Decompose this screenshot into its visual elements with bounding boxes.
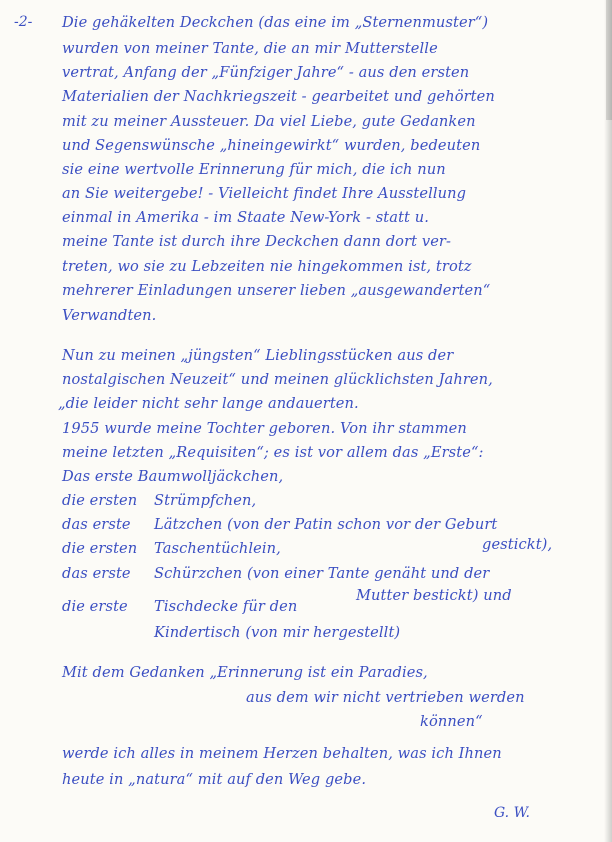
list-item-3: Taschentüchlein, [154,540,281,557]
paragraph2-line-3: „die leider nicht sehr lange andauerten. [58,395,359,412]
paragraph3-line-1: 1955 wurde meine Tochter geboren. Von ihr stammen [62,420,467,437]
list-item-2: Lätzchen (von der Patin schon vor der Geburt [154,516,498,533]
paragraph1-line-6: und Segenswünsche „hineingewirkt“ wurden, bedeuten [62,137,481,154]
list-prefix-5: die erste [62,598,128,615]
list-continuation-gestickt: gestickt), [482,536,553,553]
paragraph1-line-4: Materialien der Nachkriegszeit - gearbeitet und gehörten [62,88,495,105]
list-prefix-2: das erste [62,516,131,533]
list-item-6: Kindertisch (von mir hergestellt) [154,624,401,641]
closing-line-2: heute in „natura“ mit auf den Weg gebe. [62,771,367,788]
list-prefix-1: die ersten [62,492,138,509]
list-continuation-mutter: Mutter bestickt) und [356,587,512,604]
paragraph1-line-5: mit zu meiner Aussteuer. Da viel Liebe, gute Gedanken [62,113,476,130]
list-prefix-3: die ersten [62,540,138,557]
paragraph1-line-11: treten, wo sie zu Lebzeiten nie hingekommen ist, trotz [62,258,472,275]
paragraph1-line-10: meine Tante ist durch ihre Deckchen dann dort ver- [62,233,452,250]
paragraph1-line-1: Die gehäkelten Deckchen (das eine im „Sternenmuster“) [62,14,489,31]
quote-line-1: Mit dem Gedanken „Erinnerung ist ein Paradies, [62,664,428,681]
page-corner-shadow [606,0,612,120]
paragraph1-line-12: mehrerer Einladungen unserer lieben „ausgewanderten“ [62,282,491,299]
paragraph1-line-9: einmal in Amerika - im Staate New-York - statt u. [62,209,429,226]
list-prefix-4: das erste [62,565,131,582]
paragraph3-line-3: Das erste Baumwolljäckchen, [62,468,284,485]
list-item-4: Schürzchen (von einer Tante genäht und der [154,565,490,582]
paragraph1-line-8: an Sie weitergebe! - Vielleicht findet Ihre Ausstellung [62,185,467,202]
closing-line-1: werde ich alles in meinem Herzen behalten, was ich Ihnen [62,745,502,762]
paragraph1-line-7: sie eine wertvolle Erinnerung für mich, die ich nun [62,161,446,178]
page-number: -2- [14,14,33,30]
paragraph2-line-1: Nun zu meinen „jüngsten“ Lieblingsstücken aus der [62,347,454,364]
quote-line-3: können“ [420,713,483,730]
paragraph2-line-2: nostalgischen Neuzeit“ und meinen glücklichsten Jahren, [62,371,493,388]
paragraph1-line-13: Verwandten. [62,307,157,324]
paragraph3-line-2: meine letzten „Requisiten“; es ist vor allem das „Erste“: [62,444,484,461]
paragraph1-line-3: vertrat, Anfang der „Fünfziger Jahre“ - aus den ersten [62,64,470,81]
signature-initials: G. W. [494,805,530,821]
quote-line-2: aus dem wir nicht vertrieben werden [246,689,525,706]
list-item-1: Strümpfchen, [154,492,257,509]
paragraph1-line-2: wurden von meiner Tante, die an mir Mutterstelle [62,40,438,57]
page-edge-shadow [604,0,612,842]
list-item-5: Tischdecke für den [154,598,298,615]
